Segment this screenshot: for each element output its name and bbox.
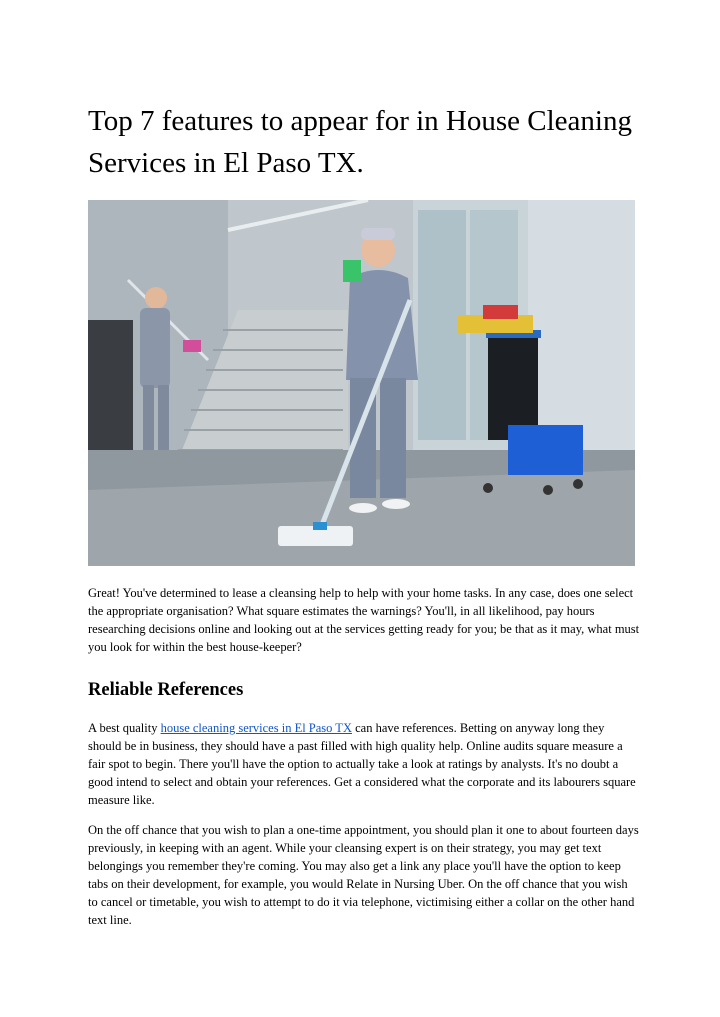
section-heading: Reliable References [88, 680, 244, 700]
intro-paragraph: Great! You've determined to lease a cleansing help to help with your home tasks. In any case, does one select the appropriate organisation? What square estimates the warnings? You'll, in all likelihood, pay hours researching decisions online and looking out at the services getting ready for you; be that as it may, what must you look for within the best house-keeper? [88, 586, 640, 654]
paragraph-text: can have references. Betting on anyway long they should be in business, they should have a past filled with high quality help. Online audits square measure a fair spot to begin. There you'll have the option to actually take a look at ratings by analysts. It's no doubt a good intend to select and obtain your references. Get a considered what the corporate and its labourers square measure like. [88, 721, 636, 807]
appointment-paragraph: On the off chance that you wish to plan a one-time appointment, you should plan it one to about fourteen days previously, in keeping with an agent. While your cleansing expert is on their strategy, you may get text belongings you remember they're coming. You may also get a link any place you'll have the option to keep tabs on their development, for example, you would Relate in Nursing Uber. On the off chance that you wish to cancel or timetable, you wish to attempt to do it via telephone, victimising either a collar on the other hand text line. [88, 823, 639, 927]
hero-image-cleaners-mopping [88, 200, 635, 566]
house-cleaning-services-link[interactable]: house cleaning services in El Paso TX [160, 721, 352, 735]
paragraph-text: A best quality [88, 721, 161, 735]
references-paragraph [88, 719, 640, 809]
cleaning-staff-photo [88, 200, 635, 566]
page-title: Top 7 features to appear for in House Cleaning Services in El Paso TX. [88, 105, 632, 179]
